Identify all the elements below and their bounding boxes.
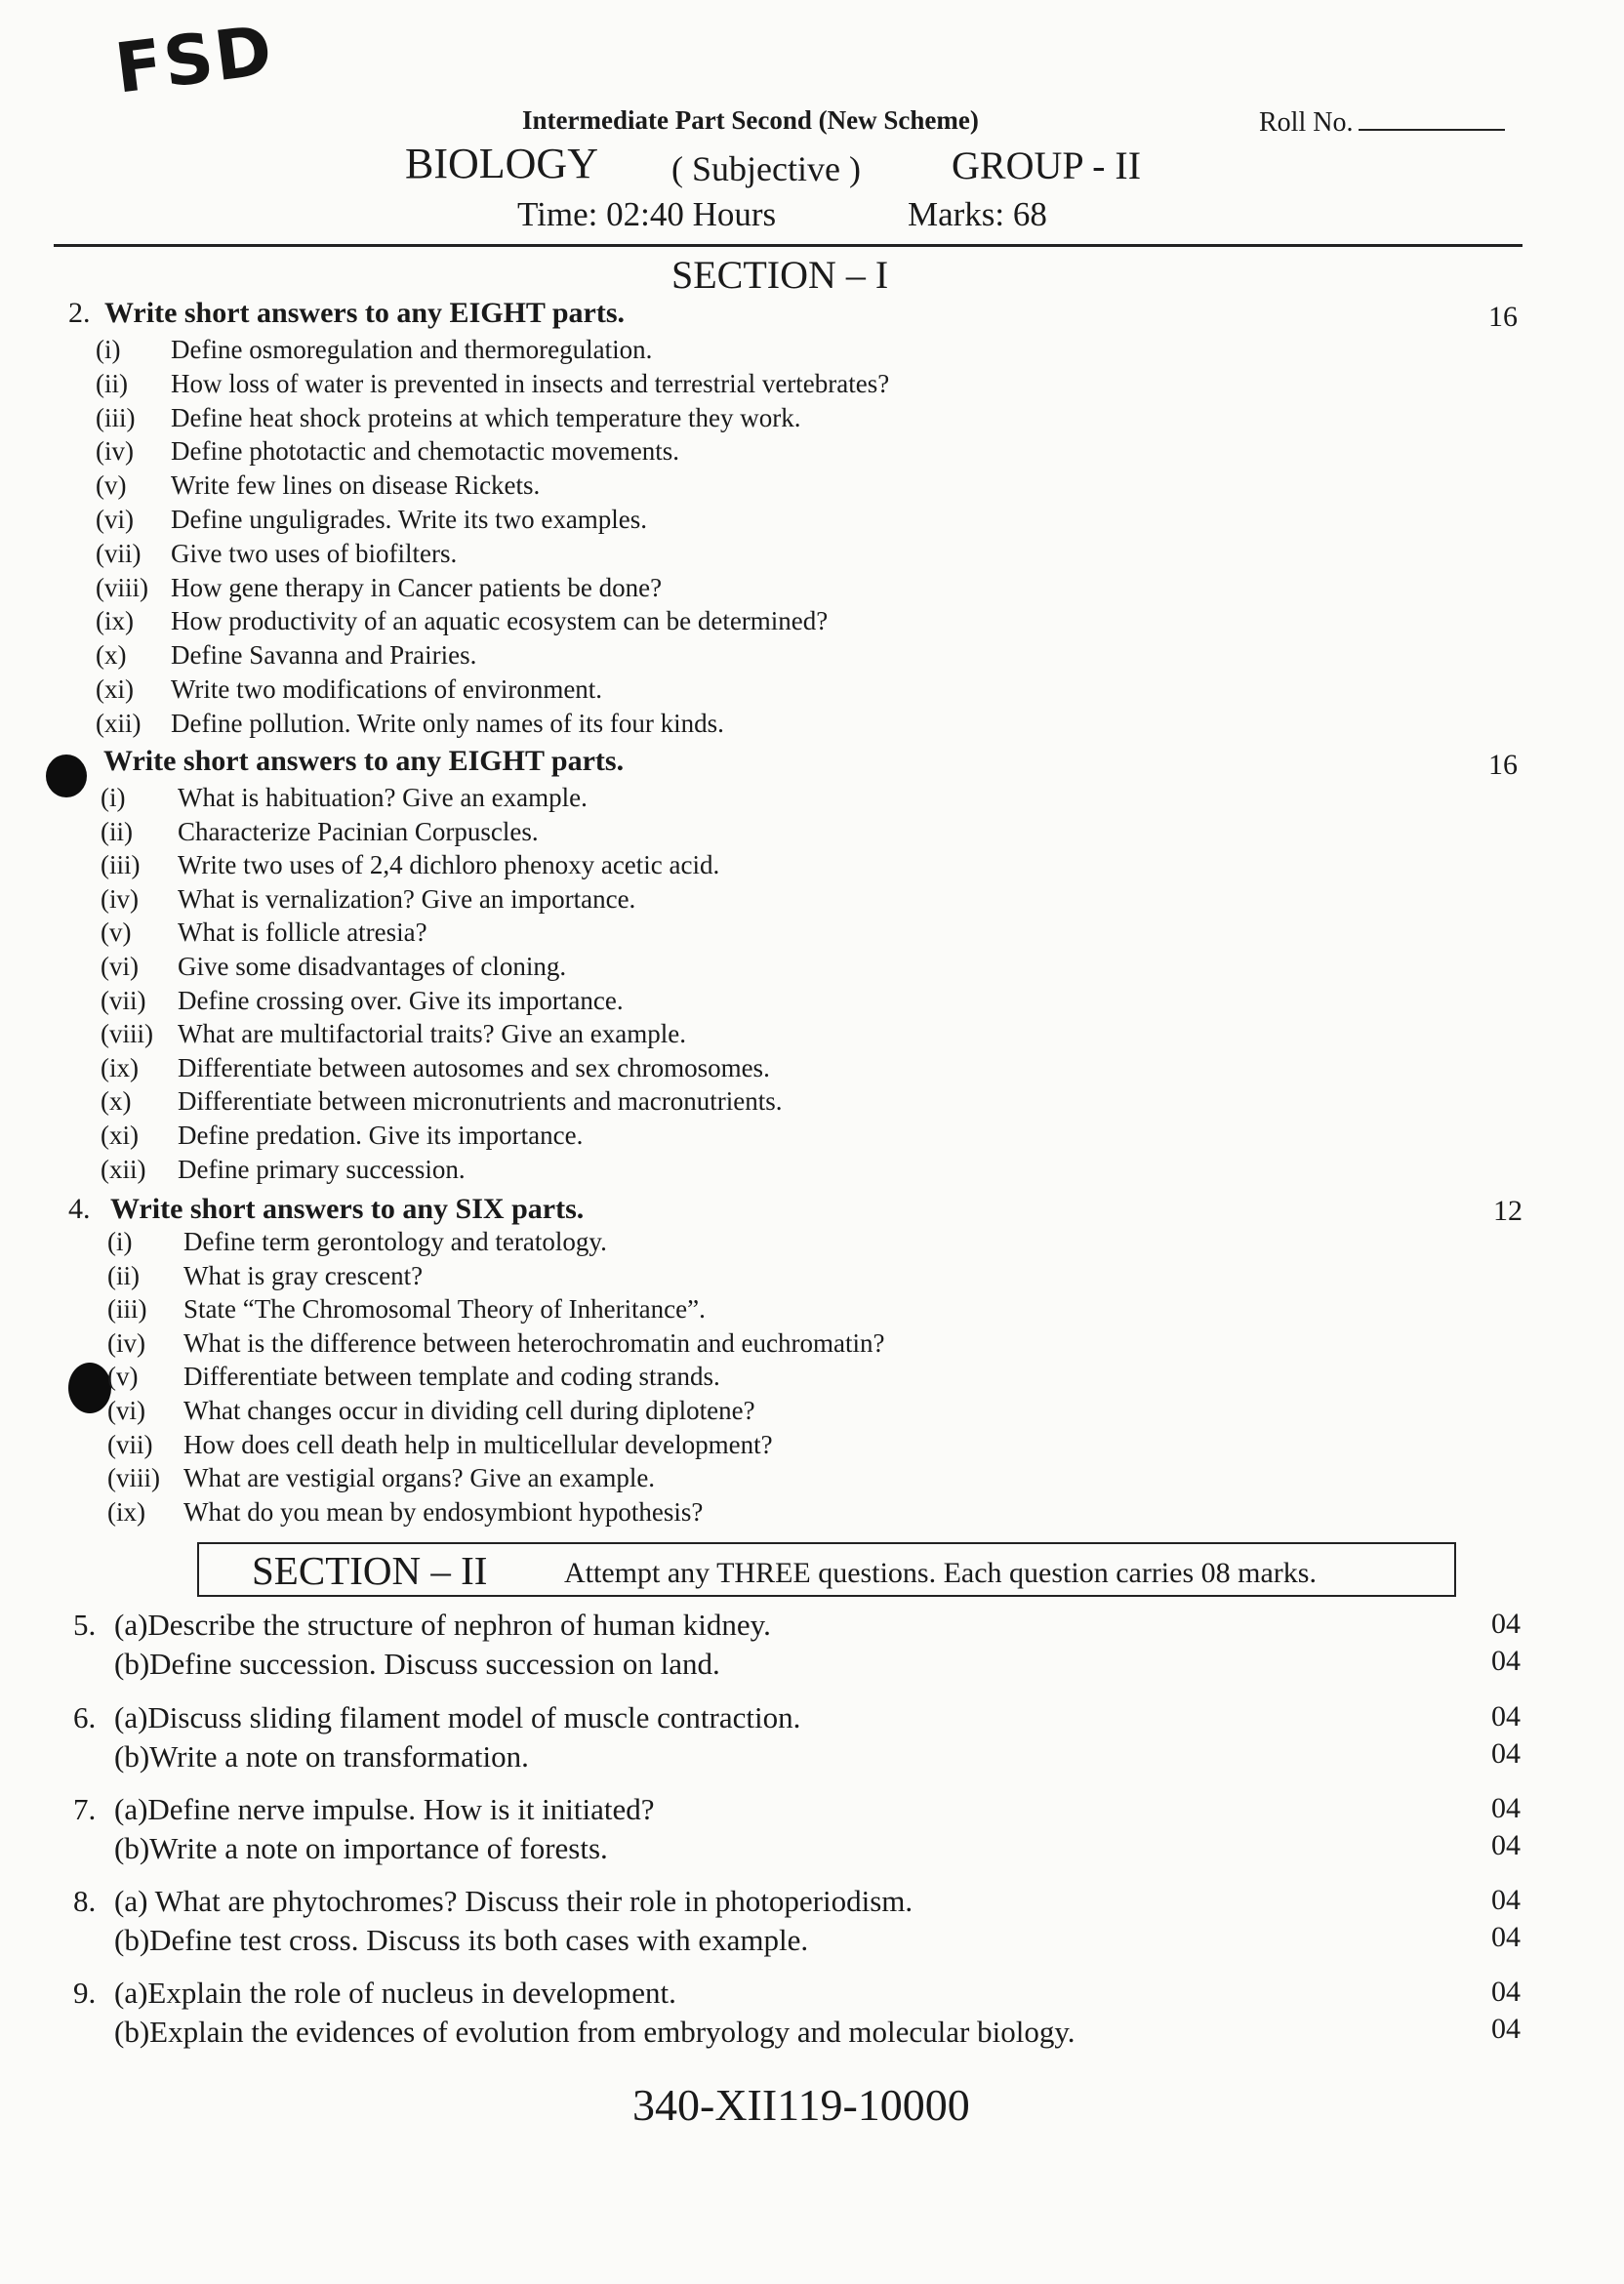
question-part [107,1328,884,1359]
part-b-marks: 04 [1491,1737,1521,1770]
part-a-marks: 04 [1491,1608,1521,1640]
part-text: Define Savanna and Prairies. [171,640,477,671]
question-part [96,369,889,399]
long-question-part-b: (b)Explain the evidences of evolution from embryology and molecular biology. [114,2015,1076,2049]
part-text: Define pollution. Write only names of its four kinds. [171,708,724,738]
question-part [96,403,801,433]
question-part [101,1086,783,1117]
question-part [96,606,828,636]
question-part [101,817,539,847]
long-question-part-b: (b)Define test cross. Discuss its both cases with example. [114,1923,809,1957]
question-part [101,1053,770,1083]
ink-blot [68,1363,111,1413]
header-divider [54,244,1522,247]
question-part [96,436,679,467]
paper-code: 340-XII119-10000 [632,2080,970,2130]
part-number: (xi) [96,674,134,704]
part-text: What is the difference between heterochromatin and euchromatin? [183,1327,885,1358]
paper-type: ( Subjective ) [671,149,861,188]
ink-blot [46,755,87,797]
part-text: What changes occur in dividing cell during diplotene? [183,1396,755,1425]
question-part [107,1294,706,1325]
question-part [107,1497,703,1528]
part-number: (iv) [101,883,139,914]
part-b-marks: 04 [1491,1921,1521,1953]
long-question-part-a: (a)Define nerve impulse. How is it initiated? [114,1792,655,1826]
long-question-part-b: (b)Write a note on transformation. [114,1739,529,1774]
part-number: (vii) [96,538,142,568]
long-question-number: 8. [73,1884,97,1918]
question-3-heading: Write short answers to any EIGHT parts. [103,745,625,777]
part-text: Write two modifications of environment. [171,674,603,704]
question-4-marks: 12 [1493,1195,1522,1227]
time-allowed: Time: 02:40 Hours [517,195,777,233]
question-part [101,1121,583,1151]
part-text: What is gray crescent? [183,1260,424,1290]
part-text: Define term gerontology and teratology. [183,1227,607,1256]
roll-blank-line [1359,107,1505,131]
question-part [101,850,719,880]
part-number: (xii) [96,708,142,738]
question-number: 4. [68,1193,91,1225]
question-part [96,709,724,739]
part-number: (ii) [107,1260,140,1290]
group-label: GROUP - II [952,143,1142,187]
part-number: (v) [107,1362,139,1392]
part-number: (vii) [107,1429,153,1459]
part-b-marks: 04 [1491,2013,1521,2045]
part-number: (vii) [101,985,146,1015]
part-text: Differentiate between autosomes and sex chromosomes. [178,1052,770,1082]
long-question-part-b: (b)Write a note on importance of forests. [114,1831,608,1865]
total-marks: Marks: 68 [908,195,1047,233]
part-text: What are multifactorial traits? Give an example. [178,1019,687,1049]
part-text: Define predation. Give its importance. [178,1121,584,1150]
part-text: Write few lines on disease Rickets. [171,470,541,501]
question-heading-text: Write short answers to any EIGHT parts. [103,297,626,329]
question-4-heading [68,1193,584,1226]
part-number: (iv) [96,436,134,467]
question-3-marks: 16 [1488,749,1518,781]
exam-title: Intermediate Part Second (New Scheme) [522,105,979,135]
part-text: How loss of water is prevented in insects and terrestrial vertebrates? [171,368,890,398]
part-number: (viii) [107,1463,160,1493]
part-text: Give two uses of biofilters. [171,538,458,568]
part-number: (iii) [107,1294,147,1325]
part-text: What is habituation? Give an example. [178,783,588,812]
part-a-marks: 04 [1491,1700,1521,1733]
roll-number-field [1259,107,1505,139]
handwritten-fsd-mark: FSD [110,10,278,109]
part-text: Differentiate between micronutrients and macronutrients. [178,1086,783,1117]
part-a-marks: 04 [1491,1792,1521,1824]
question-number: 2. [68,297,91,329]
long-question-number: 5. [73,1608,97,1642]
question-part [101,884,635,915]
question-2-heading [68,297,625,330]
long-question-part-a: (a)Describe the structure of nephron of human kidney. [114,1608,771,1642]
section-2-title: SECTION – II [252,1548,488,1593]
part-number: (vi) [101,952,139,981]
question-heading-text: Write short answers to any SIX parts. [109,1193,585,1225]
long-question-part-a: (a) What are phytochromes? Discuss their role in photoperiodism. [114,1884,914,1918]
part-text: Define osmoregulation and thermoregulation. [171,335,653,364]
part-text: Define unguligrades. Write its two examples. [171,505,648,534]
question-part [96,640,476,671]
section-1-title: SECTION – I [671,253,889,297]
question-part [96,505,647,535]
part-text: What are vestigial organs? Give an example. [183,1463,656,1493]
part-number: (xii) [101,1154,146,1184]
roll-label: Roll No. [1259,107,1354,138]
part-text: How does cell death help in multicellular development? [183,1429,773,1459]
long-question-number: 6. [73,1700,97,1734]
part-text: How productivity of an aquatic ecosystem can be determined? [171,606,829,636]
part-text: State “The Chromosomal Theory of Inheritance”. [183,1294,706,1325]
part-number: (ix) [107,1496,145,1527]
part-number: (iv) [107,1327,145,1358]
part-b-marks: 04 [1491,1829,1521,1861]
part-a-marks: 04 [1491,1976,1521,2008]
question-part [96,573,662,603]
part-text: Define crossing over. Give its importance. [178,985,624,1015]
part-number: (x) [96,640,127,671]
part-number: (ix) [96,606,134,636]
question-2-marks: 16 [1488,301,1518,333]
section-2-instruction: Attempt any THREE questions. Each question carries 08 marks. [564,1557,1317,1589]
question-part [101,1019,686,1049]
part-text: How gene therapy in Cancer patients be done? [171,572,663,602]
long-question-part-a: (a)Discuss sliding filament model of muscle contraction. [114,1700,801,1734]
question-part [101,952,566,982]
question-part [101,986,624,1016]
part-number: (ix) [101,1052,139,1082]
part-b-marks: 04 [1491,1645,1521,1677]
part-number: (i) [107,1227,133,1256]
long-question-part-a: (a)Explain the role of nucleus in development. [114,1976,676,2010]
part-number: (i) [96,335,121,364]
part-number: (xi) [101,1121,139,1150]
part-text: Define primary succession. [178,1154,466,1184]
part-number: (vi) [107,1396,145,1425]
part-number: (v) [96,470,127,501]
part-number: (v) [101,918,132,948]
part-text: What do you mean by endosymbiont hypothesis? [183,1496,704,1527]
question-part [107,1362,720,1392]
question-part [96,470,540,501]
part-number: (iii) [96,402,136,432]
question-part [101,1155,466,1185]
question-part [107,1396,755,1426]
part-text: Give some disadvantages of cloning. [178,952,567,981]
question-part [107,1463,655,1493]
part-text: Differentiate between template and coding strands. [183,1362,720,1392]
part-number: (viii) [96,572,148,602]
part-a-marks: 04 [1491,1884,1521,1916]
question-part [107,1430,773,1460]
question-part [101,918,427,948]
question-part [107,1227,607,1257]
question-part [96,335,652,365]
part-number: (iii) [101,850,141,880]
question-part [96,539,457,569]
part-text: Characterize Pacinian Corpuscles. [178,816,539,846]
part-text: Write two uses of 2,4 dichloro phenoxy acetic acid. [178,850,720,880]
part-number: (ii) [96,368,128,398]
part-text: Define heat shock proteins at which temperature they work. [171,402,801,432]
long-question-number: 7. [73,1792,97,1826]
part-number: (viii) [101,1019,153,1049]
question-part [107,1261,423,1291]
question-part [101,783,588,813]
subject-title: BIOLOGY [405,140,598,187]
part-number: (ii) [101,816,133,846]
part-text: What is vernalization? Give an importance. [178,883,636,914]
part-number: (vi) [96,505,134,534]
long-question-part-b: (b)Define succession. Discuss succession on land. [114,1647,720,1681]
part-text: Define phototactic and chemotactic movements. [171,436,680,467]
part-number: (x) [101,1086,132,1117]
long-question-number: 9. [73,1976,97,2010]
question-part [96,674,602,705]
part-number: (i) [101,783,126,812]
part-text: What is follicle atresia? [178,918,427,948]
